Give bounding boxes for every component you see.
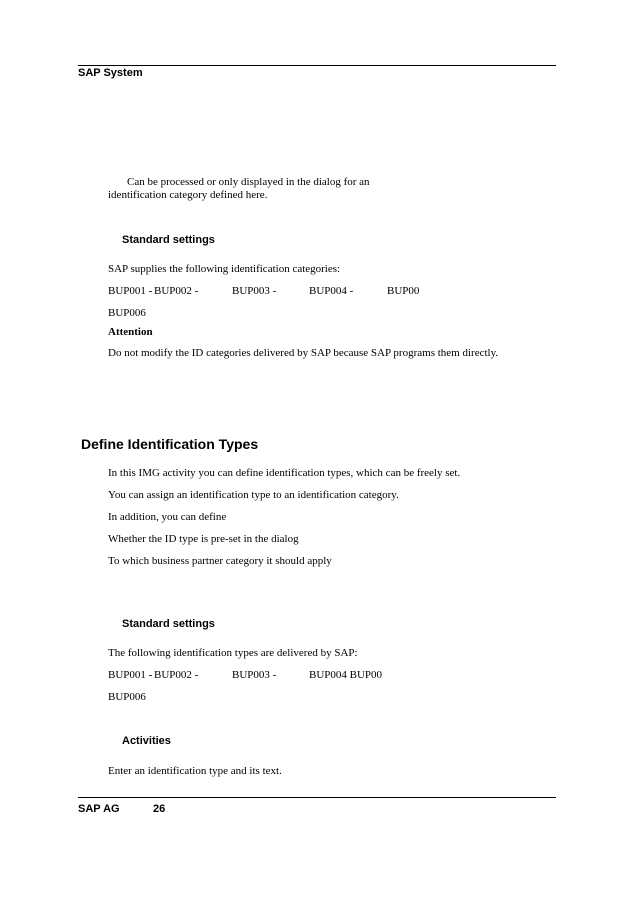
activities-heading: Activities (122, 735, 171, 747)
type-1: BUP001 - (108, 669, 153, 681)
standard-settings-heading-2: Standard settings (122, 618, 215, 630)
category-5: BUP00 (387, 285, 420, 297)
standard-settings-heading-1: Standard settings (122, 234, 215, 246)
type-last: BUP006 (108, 691, 146, 703)
attention-label: Attention (108, 326, 153, 338)
category-2: BUP002 - (154, 285, 199, 297)
paragraph-2: You can assign an identification type to an identification category. (108, 489, 399, 501)
footer-page-number: 26 (153, 803, 166, 815)
category-3: BUP003 - (232, 285, 277, 297)
type-2: BUP002 - (154, 669, 199, 681)
type-3: BUP003 - (232, 669, 277, 681)
paragraph-1: In this IMG activity you can define identification types, which can be freely set. (108, 467, 461, 479)
supplies-text: SAP supplies the following identification categories: (108, 263, 341, 275)
intro-line-1: Can be processed or only displayed in the dialog for an (127, 176, 370, 188)
category-4: BUP004 - (309, 285, 354, 297)
category-1: BUP001 - (108, 285, 153, 297)
paragraph-3: In addition, you can define (108, 511, 227, 523)
type-4: BUP004 BUP00 (309, 669, 383, 681)
header-title: SAP System (78, 67, 143, 79)
intro-line-2: identification category defined here. (108, 189, 268, 201)
category-last: BUP006 (108, 307, 146, 319)
footer-rule (78, 797, 556, 798)
header-rule (78, 65, 556, 66)
activities-text: Enter an identification type and its text. (108, 765, 282, 777)
paragraph-4: Whether the ID type is pre-set in the dialog (108, 533, 299, 545)
footer-company: SAP AG (78, 803, 120, 815)
attention-text: Do not modify the ID categories delivered by SAP because SAP programs them directly. (108, 347, 499, 359)
delivered-text: The following identification types are delivered by SAP: (108, 647, 358, 659)
section-title: Define Identification Types (81, 436, 259, 452)
paragraph-5: To which business partner category it should apply (108, 555, 332, 567)
